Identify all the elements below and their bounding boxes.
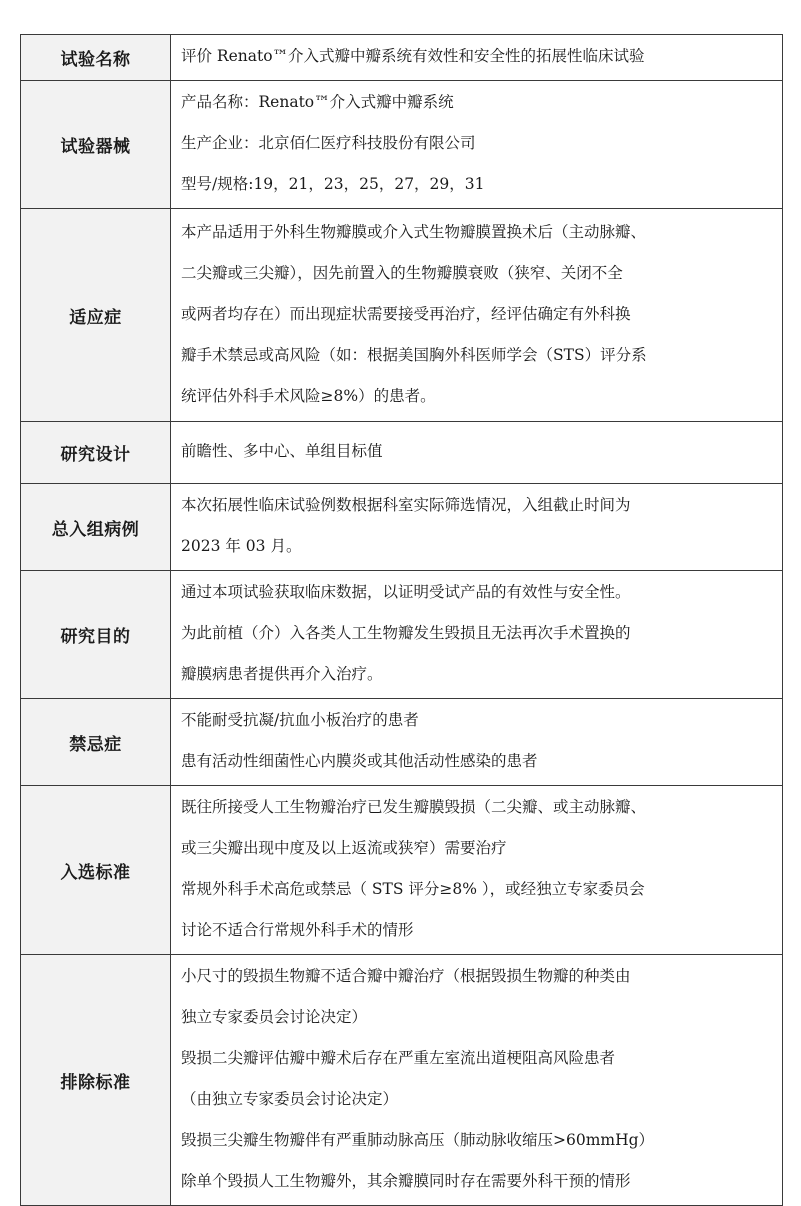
exclusion-criteria-content [171,955,783,1206]
content-line: 不能耐受抗凝/抗血小板治疗的患者 [181,711,419,729]
content-line: 或两者均存在）而出现症状需要接受再治疗，经评估确定有外科换 [181,304,631,323]
content-line: 型号/规格:19，21，23，25，27，29，31 [181,175,485,193]
indications-label: 适应症 [21,209,171,422]
table-row-study-design [21,422,783,484]
content-line: 患有活动性细菌性心内膜炎或其他活动性感染的患者 [181,752,538,770]
trial-device-content [171,81,783,209]
inclusion-criteria-label: 入选标准 [21,786,171,955]
exclusion-criteria-label: 排除标准 [21,955,171,1206]
content-line: 瓣膜病患者提供再介入治疗。 [181,665,383,683]
table-row-study-purpose [21,571,783,699]
study-design-content [171,422,783,484]
content-line: 独立专家委员会讨论决定） [181,1008,368,1026]
table-row-total-enrollment [21,484,783,571]
table-row-trial-name [21,35,783,81]
total-enrollment-label: 总入组病例 [21,484,171,571]
content-line: 本产品适用于外科生物瓣膜或介入式生物瓣膜置换术后（主动脉瓣、 [181,222,647,241]
content-line: 生产企业：北京佰仁医疗科技股份有限公司 [181,134,476,152]
content-line: 统评估外科手术风险≥8%）的患者。 [181,386,436,405]
study-design-label: 研究设计 [21,422,171,484]
trial-device-label: 试验器械 [21,81,171,209]
trial-name-label: 试验名称 [21,35,171,81]
trial-info-table [20,34,783,1206]
content-line: 毁损三尖瓣生物瓣伴有严重肺动脉高压（肺动脉收缩压>60mmHg） [181,1131,655,1149]
content-line: （由独立专家委员会讨论决定） [181,1090,399,1108]
content-line: 2023 年 03 月。 [181,537,302,555]
content-line: 除单个毁损人工生物瓣外，其余瓣膜同时存在需要外科干预的情形 [181,1172,631,1190]
total-enrollment-content [171,484,783,571]
content-line: 瓣手术禁忌或高风险（如：根据美国胸外科医师学会（STS）评分系 [181,345,647,364]
contraindications-label: 禁忌症 [21,699,171,786]
table-row-trial-device [21,81,783,209]
content-line: 产品名称：Renato™介入式瓣中瓣系统 [181,93,454,111]
table-row-contraindications [21,699,783,786]
content-line: 或三尖瓣出现中度及以上返流或狭窄）需要治疗 [181,839,507,857]
content-line: 通过本项试验获取临床数据，以证明受试产品的有效性与安全性。 [181,583,631,601]
content-line: 二尖瓣或三尖瓣），因先前置入的生物瓣膜衰败（狭窄、关闭不全 [181,263,623,282]
content-line: 常规外科手术高危或禁忌（ STS 评分≥8% ），或经独立专家委员会 [181,880,645,898]
study-purpose-label: 研究目的 [21,571,171,699]
trial-name-content [171,35,783,81]
content-line: 为此前植（介）入各类人工生物瓣发生毁损且无法再次手术置换的 [181,624,631,642]
content-line: 前瞻性、多中心、单组目标值 [181,442,383,460]
content-line: 毁损二尖瓣评估瓣中瓣术后存在严重左室流出道梗阻高风险患者 [181,1049,616,1067]
table-row-indications [21,209,783,422]
content-line: 小尺寸的毁损生物瓣不适合瓣中瓣治疗（根据毁损生物瓣的种类由 [181,967,631,985]
study-purpose-content [171,571,783,699]
indications-content [171,209,783,422]
content-line: 讨论不适合行常规外科手术的情形 [181,921,414,939]
content-line: 既往所接受人工生物瓣治疗已发生瓣膜毁损（二尖瓣、或主动脉瓣、 [181,798,647,816]
content-line: 本次拓展性临床试验例数根据科室实际筛选情况，入组截止时间为 [181,496,631,514]
contraindications-content [171,699,783,786]
content-line: 评价 Renato™介入式瓣中瓣系统有效性和安全性的拓展性临床试验 [181,47,645,65]
table-row-inclusion-criteria [21,786,783,955]
inclusion-criteria-content [171,786,783,955]
table-row-exclusion-criteria [21,955,783,1206]
